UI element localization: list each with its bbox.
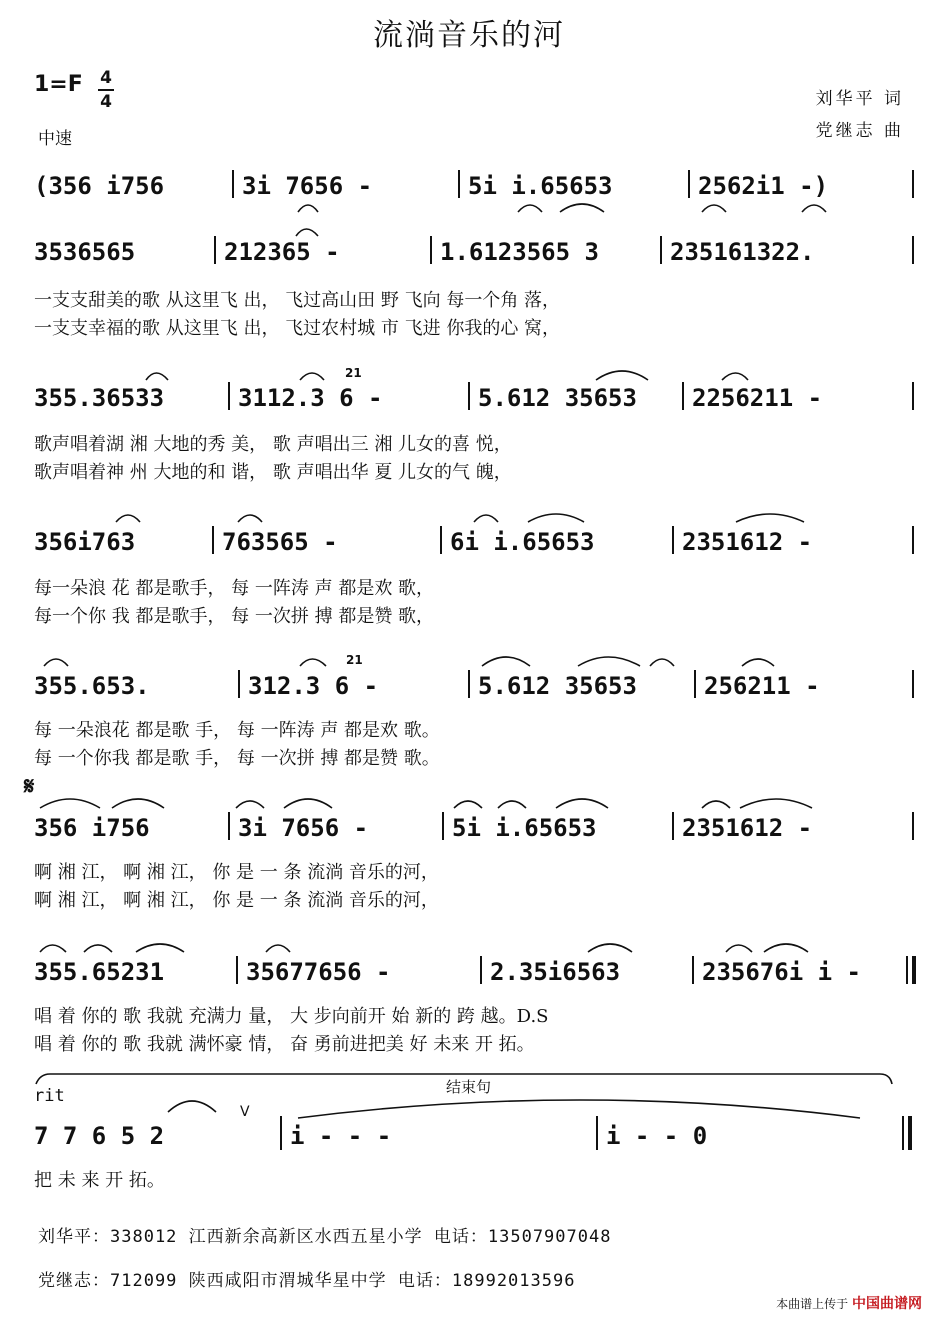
segno-sign: 𝄋 <box>24 772 35 800</box>
time-top: 4 <box>100 68 112 88</box>
slur <box>740 799 812 808</box>
system-2-measure-1: 3536565 <box>34 238 136 266</box>
contact-composer: 党继志：712099 陕西咸阳市渭城华星中学 电话：18992013596 <box>38 1271 576 1291</box>
slur <box>238 515 262 522</box>
slur <box>284 799 332 808</box>
system-1-measure-4: 2562i1 -) <box>698 172 829 200</box>
slur <box>588 944 632 952</box>
system-6-measure-2: 3i 7656 - <box>238 814 369 842</box>
system-6-lyrics-verse-2: 啊 湘 江， 啊 湘 江， 你 是 一 条 流淌 音乐的河， <box>34 890 439 911</box>
system-5-lyrics-verse-1: 每 一朵浪花 都是歌 手， 每 一阵涛 声 都是欢 歌。 <box>34 720 440 741</box>
system-5-lyrics-verse-2: 每 一个你我 都是歌 手， 每 一次拼 搏 都是赞 歌。 <box>34 748 440 769</box>
system-2-lyrics-verse-1: 一支支甜美的歌 从这里飞 出， 飞过高山田 野 飞向 每一个角 落， <box>34 290 561 311</box>
system-6-lyrics-verse-1: 啊 湘 江， 啊 湘 江， 你 是 一 条 流淌 音乐的河， <box>34 862 439 883</box>
system-7-measure-2: 35677656 - <box>246 958 391 986</box>
slur <box>702 801 730 808</box>
system-3-measure-4: 2256211 - <box>692 384 823 412</box>
slur <box>146 373 168 380</box>
system-7-lyrics-verse-2: 唱 着 你的 歌 我就 满怀豪 情， 奋 勇前进把美 好 未来 开 拓。 <box>34 1034 535 1055</box>
ending-label: 结束句 <box>446 1078 492 1096</box>
system-7-lyrics-verse-1: 唱 着 你的 歌 我就 充满力 量， 大 步向前开 始 新的 跨 越。D.S <box>34 1006 549 1027</box>
time-bottom: 4 <box>100 92 112 112</box>
system-5-measure-2: 312.3 6 - <box>248 672 379 700</box>
tempo-marking: 中速 <box>38 129 72 149</box>
slur <box>764 944 808 952</box>
slur <box>528 514 584 522</box>
ending-bracket <box>36 1074 892 1084</box>
slur <box>84 945 112 952</box>
slur <box>40 799 100 808</box>
system-8-lyrics: 把 未 来 开 拓。 <box>34 1170 165 1191</box>
site-logo[interactable]: 中国曲谱网 <box>852 1296 922 1312</box>
slur <box>298 205 318 212</box>
slur <box>560 204 604 212</box>
slur <box>300 659 326 666</box>
system-4-measure-2: 763565 - <box>222 528 338 556</box>
system-5-measure-3: 5.612 35653 <box>478 672 637 700</box>
slur <box>556 799 608 808</box>
slur <box>454 801 482 808</box>
slur <box>736 514 804 522</box>
slur <box>112 799 164 808</box>
slur <box>726 945 752 952</box>
grace-note-3: 21 <box>345 366 362 380</box>
grace-note-5: 21 <box>346 653 363 667</box>
composer-credit: 党继志 曲 <box>815 121 904 141</box>
system-7-measure-1: 355.65231 <box>34 958 165 986</box>
slur <box>518 205 542 212</box>
system-4-measure-1: 356i763 <box>34 528 136 556</box>
system-6-measure-4: 2351612 - <box>682 814 813 842</box>
system-5-measure-1: 355.653. <box>34 672 150 700</box>
system-2-lyrics-verse-2: 一支支幸福的歌 从这里飞 出， 飞过农村城 市 飞进 你我的心 窝， <box>34 318 561 339</box>
system-8-measure-3: i - - 0 <box>606 1122 708 1150</box>
slur <box>722 373 748 380</box>
breath-mark: V <box>240 1104 250 1120</box>
slur <box>40 945 66 952</box>
lyricist-credit: 刘华平 词 <box>815 89 904 109</box>
rit-marking: rit <box>34 1086 65 1106</box>
system-2-measure-3: 1.6123565 3 <box>440 238 599 266</box>
slur <box>802 205 826 212</box>
system-2-measure-2: 212365 - <box>224 238 340 266</box>
slur <box>650 659 674 666</box>
upload-label: 本曲谱上传于 <box>776 1297 849 1311</box>
system-4-measure-4: 2351612 - <box>682 528 813 556</box>
system-1-measure-2: 3i 7656 - <box>242 172 373 200</box>
slur <box>702 205 726 212</box>
slur <box>44 659 68 666</box>
slur <box>596 371 648 380</box>
system-3-measure-1: 355.36533 <box>34 384 165 412</box>
system-4-measure-3: 6i i.65653 <box>450 528 595 556</box>
system-8-measure-1: 7 7 6 5 2 <box>34 1122 165 1150</box>
system-7-measure-4: 235676i i - <box>702 958 861 986</box>
system-1-measure-1: (356 i756 <box>34 172 165 200</box>
slur <box>300 373 324 380</box>
system-3-lyrics-verse-2: 歌声唱着神 州 大地的和 谐， 歌 声唱出华 夏 儿女的气 魄， <box>34 462 512 483</box>
key-signature: 1=F <box>34 72 83 97</box>
slur <box>168 1101 216 1112</box>
slur <box>296 229 318 236</box>
system-2-measure-4: 235161322. <box>670 238 815 266</box>
slur <box>482 657 530 666</box>
slur <box>742 659 774 666</box>
system-6-measure-3: 5i i.65653 <box>452 814 597 842</box>
system-3-lyrics-verse-1: 歌声唱着湖 湘 大地的秀 美， 歌 声唱出三 湘 儿女的喜 悦， <box>34 434 512 455</box>
system-8-measure-2: i - - - <box>290 1122 392 1150</box>
system-6-measure-1: 356 i756 <box>34 814 150 842</box>
system-3-measure-2: 3112.3 6 - <box>238 384 383 412</box>
system-1-measure-3: 5i i.65653 <box>468 172 613 200</box>
slur <box>236 801 264 808</box>
song-title: 流淌音乐的河 <box>373 18 565 53</box>
system-3-measure-3: 5.612 35653 <box>478 384 637 412</box>
contact-lyricist: 刘华平：338012 江西新余高新区水西五星小学 电话：13507907048 <box>38 1227 612 1247</box>
slur <box>136 944 184 952</box>
slur <box>266 945 290 952</box>
system-7-measure-3: 2.35i6563 <box>490 958 621 986</box>
system-4-lyrics-verse-2: 每一个你 我 都是歌手， 每 一次拼 搏 都是赞 歌， <box>34 606 435 627</box>
slur <box>298 1100 860 1118</box>
slur <box>474 515 498 522</box>
slur <box>116 515 140 522</box>
system-4-lyrics-verse-1: 每一朵浪 花 都是歌手， 每 一阵涛 声 都是欢 歌， <box>34 578 435 599</box>
system-5-measure-4: 256211 - <box>704 672 820 700</box>
slur <box>498 801 526 808</box>
slur <box>578 657 640 666</box>
site-footer[interactable] <box>776 1293 922 1313</box>
